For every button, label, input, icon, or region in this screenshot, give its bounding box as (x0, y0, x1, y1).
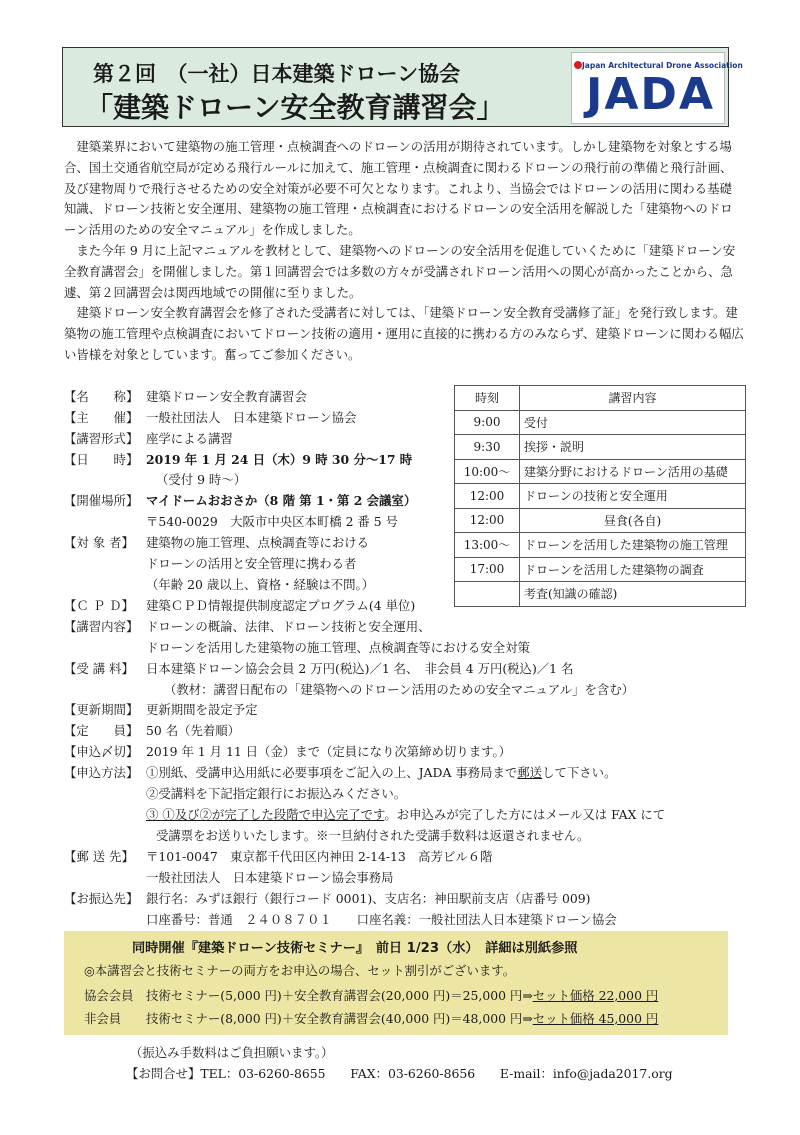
member-set-price: セット価格 22,000 円 (532, 988, 659, 1003)
detail-label: 【Ｃ Ｐ Ｄ】 (64, 598, 134, 613)
detail-value: ドローンの概論、法律、ドローン技術と安全運用、 (146, 619, 431, 634)
schedule-time (455, 582, 520, 607)
seminar-title: 同時開催『建築ドローン技術セミナー』 前日 1/23（水） 詳細は別紙参照 (132, 941, 578, 956)
detail-value (146, 763, 616, 781)
detail-value: 更新期間を設定予定 (146, 702, 258, 717)
detail-value: 50 名（先着順） (146, 723, 241, 738)
schedule-row (455, 435, 746, 460)
detail-label: 【受 講 料】 (64, 661, 134, 676)
detail-label: 【講習形式】 (64, 431, 139, 446)
schedule-time: 9:00 (455, 410, 520, 435)
schedule-time: 12:00 (455, 508, 520, 533)
detail-value: 一般社団法人 日本建築ドローン協会事務局 (146, 870, 394, 885)
logo-dot-icon (574, 61, 582, 69)
member-price: 協会会員 技術セミナー(5,000 円)＋安全教育講習会(20,000 円)＝25,000 円⇒ (84, 988, 533, 1003)
detail-value: 口座番号：普通 ２４０８７０１ 口座名義：一般社団法人日本建築ドローン協会 (146, 912, 617, 927)
schedule-row (455, 582, 746, 607)
detail-value: ドローンを活用した建築物の施工管理、点検調査等における安全対策 (146, 640, 530, 655)
detail-value: 銀行名：みずほ銀行（銀行コード 0001)、支店名：神田駅前支店（店番号 009) (146, 891, 591, 906)
schedule-item: 受付 (520, 410, 746, 435)
apply-step-1: ①別紙、受講申込用紙に必要事項をご記入の上、JADA 事務局まで (146, 765, 518, 780)
contact-info: 【お問合せ】TEL：03-6260-8655 FAX：03-6260-8656 E-mail：info@jada2017.org (126, 1066, 673, 1081)
schedule-time: 10:00～ (455, 459, 520, 484)
transfer-fee-note: （振込み手数料はご負担願います。） (130, 1045, 334, 1060)
detail-value: （年齢 20 歳以上、資格・経験は不問。） (146, 577, 375, 592)
detail-label: 【対 象 者】 (64, 535, 134, 550)
intro-paragraph: 建築業界において建築物の施工管理・点検調査へのドローンの活用が期待されています。しかし建築物を対象とする場合、国土交通省航空局が定める飛行ルールに加えて、施工管理・点検調査に関わるドローンの飛行前の準備と飛行計画、及び建物周りで飛行させるための安全対策が必要不可欠となります。これより、当協会ではドローンの活用に関わる基礎知識、ドローン技術と安全運用、建築物の施工管理・点検調査におけるドローンの安全活用を解説した「建築物へのドローン活用のための安全マニュアル」を作成しました。 (64, 139, 733, 238)
apply-step-3-emphasis: ③ ①及び②が完了した段階で申込完了です (146, 807, 385, 822)
nonmember-price: 非会員 技術セミナー(8,000 円)＋安全教育講習会(40,000 円)＝48,000 円⇒ (84, 1011, 533, 1026)
apply-step-2: ②受講料を下記指定銀行にお振込みください。 (146, 786, 407, 801)
seminar-banner (64, 931, 728, 1035)
schedule-item: ドローンを活用した建築物の調査 (520, 557, 746, 582)
schedule-row (455, 484, 746, 509)
event-subtitle: 第２回 （一社）日本建築ドローン協会 (93, 62, 461, 86)
detail-value: 〒540-0029 大阪市中央区本町橋 2 番 5 号 (146, 514, 398, 529)
apply-mail-emphasis: 郵送 (517, 765, 543, 780)
apply-step-1-end: して下さい。 (542, 765, 617, 780)
schedule-header-time: 時刻 (455, 386, 520, 411)
schedule-table (454, 385, 746, 607)
detail-label: 【申込方法】 (64, 765, 139, 780)
detail-value: 2019 年 1 月 11 日（金）まで（定員になり次第締め切ります。） (146, 744, 512, 759)
detail-value: 2019 年 1 月 24 日（木）9 時 30 分～17 時 (146, 452, 413, 467)
schedule-item: 建築分野におけるドローン活用の基礎 (520, 459, 746, 484)
detail-label: 【開催場所】 (64, 493, 139, 508)
intro-paragraph: 建築ドローン安全教育講習会を修了された受講者に対しては、「建築ドローン安全教育受講修了証」を発行致します。建築物の施工管理や点検調査においてドローン技術の適用・運用に直接的に携わる方のみならず、建築ドローンに関わる幅広い皆様を対象としています。奮ってご参加ください。 (64, 305, 744, 362)
jada-logo (571, 52, 743, 124)
detail-value: 座学による講習 (146, 431, 233, 446)
schedule-time: 9:30 (455, 435, 520, 460)
apply-note: 受講票をお送りいたします。※一旦納付された受講手数料は返還されません。 (156, 828, 590, 843)
logo-mark: JADA (586, 69, 715, 120)
schedule-time: 12:00 (455, 484, 520, 509)
schedule-item: 考査(知識の確認) (520, 582, 746, 607)
detail-value: 日本建築ドローン協会会員 2 万円(税込)／1 名、 非会員 4 万円(税込)／1 名 (146, 661, 574, 676)
intro-text (64, 137, 744, 366)
detail-label: 【主 催】 (64, 410, 139, 425)
detail-value: マイドームおおさか（8 階 第 1・第 2 会議室） (146, 493, 417, 508)
detail-value: 建築物の施工管理、点検調査等における (146, 535, 370, 550)
schedule-item: 昼食(各自) (520, 508, 746, 533)
detail-label: 【日 時】 (64, 452, 139, 467)
detail-value: （受付 9 時～） (156, 472, 247, 487)
detail-label: 【お振込先】 (64, 891, 139, 906)
detail-label: 【定 員】 (64, 723, 139, 738)
intro-paragraph: また今年 9 月に上記マニュアルを教材として、建築物へのドローンの安全活用を促進していくために「建築ドローン安全教育講習会」を開催しました。第１回講習会では多数の方々が受講されドローン活用への関心が高かったことから、急遽、第２回講習会は関西地域での開催に至りました。 (64, 242, 736, 300)
detail-value (146, 805, 665, 823)
title-banner (62, 47, 743, 127)
schedule-row (455, 533, 746, 558)
schedule-time: 13:00～ (455, 533, 520, 558)
nonmember-set-price: セット価格 45,000 円 (532, 1011, 659, 1026)
member-price-line (84, 986, 658, 1004)
logo-english-name: Japan Architectural Drone Association (582, 61, 743, 70)
schedule-row (455, 557, 746, 582)
schedule-header-content: 講習内容 (520, 386, 746, 411)
detail-label: 【更新期間】 (64, 702, 139, 717)
detail-value: 建築ＣＰＤ情報提供制度認定プログラム(4 単位) (146, 598, 416, 613)
apply-step-3: 。お申込みが完了した方にはメール又は FAX にて (384, 807, 666, 822)
detail-label: 【講習内容】 (64, 619, 139, 634)
detail-label: 【名 称】 (64, 389, 139, 404)
event-title: 「建築ドローン安全教育講習会」 (85, 91, 505, 124)
schedule-row (455, 459, 746, 484)
detail-value: ドローンの活用と安全管理に携わる者 (146, 556, 357, 571)
schedule-item: ドローンの技術と安全運用 (520, 484, 746, 509)
detail-label: 【申込〆切】 (64, 744, 139, 759)
nonmember-price-line (84, 1009, 658, 1027)
schedule-row (455, 508, 746, 533)
schedule-time: 17:00 (455, 557, 520, 582)
detail-value: 建築ドローン安全教育講習会 (146, 389, 307, 404)
schedule-item: ドローンを活用した建築物の施工管理 (520, 533, 746, 558)
detail-label: 【郵 送 先】 (64, 849, 134, 864)
schedule-row (455, 410, 746, 435)
schedule-item: 挨拶・説明 (520, 435, 746, 460)
detail-value: 一般社団法人 日本建築ドローン協会 (146, 410, 357, 425)
detail-value: （教材：講習日配布の「建築物へのドローン活用のための安全マニュアル」を含む） (164, 682, 635, 697)
set-discount-note: ◎本講習会と技術セミナーの両方をお申込の場合、セット割引がございます。 (84, 963, 516, 978)
schedule-header (455, 386, 746, 411)
detail-value: 〒101-0047 東京都千代田区内神田 2-14-13 高芳ビル６階 (146, 849, 493, 864)
